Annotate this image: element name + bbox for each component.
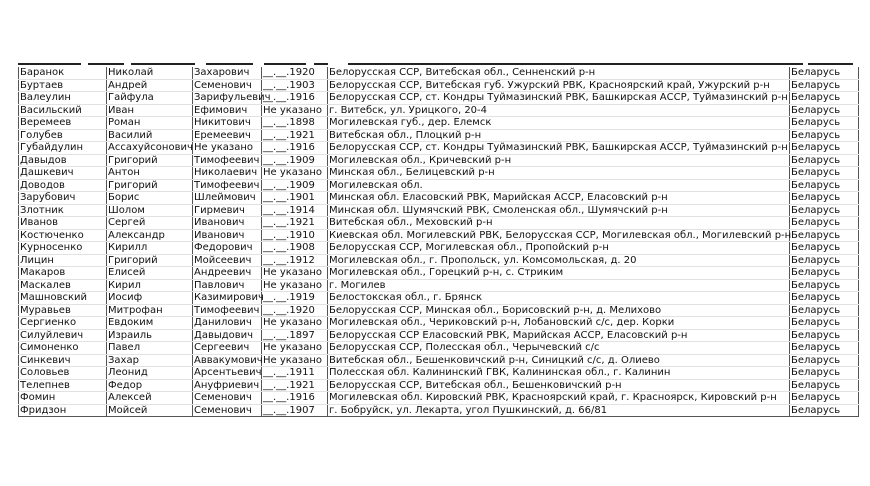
- surname-cell[interactable]: Губайдулин: [19, 142, 107, 155]
- country-cell[interactable]: Беларусь: [790, 354, 859, 367]
- birth-date-cell[interactable]: __.__.1912: [262, 254, 328, 267]
- country-cell[interactable]: Беларусь: [790, 392, 859, 405]
- records-table: [18, 67, 859, 417]
- birthplace-cell[interactable]: Полесская обл. Калининский ГВК, Калининская обл., г. Калинин: [328, 367, 790, 380]
- patronymic-cell[interactable]: Тимофеевич: [193, 304, 262, 317]
- table-row: [19, 254, 859, 267]
- birthplace-cell[interactable]: Могилевская обл., Горецкий р-н, с. Стриким: [328, 267, 790, 280]
- table-row: [19, 329, 859, 342]
- name-cell[interactable]: Александр: [107, 229, 193, 242]
- surname-cell[interactable]: Муравьев: [19, 304, 107, 317]
- birthplace-cell[interactable]: Минская обл. Шумячский РВК, Смоленская обл., Шумячский р-н: [328, 204, 790, 217]
- birthplace-cell[interactable]: Могилевская обл., Кричевский р-н: [328, 154, 790, 167]
- table-row: [19, 404, 859, 417]
- patronymic-cell[interactable]: Давыдович: [193, 329, 262, 342]
- country-cell[interactable]: Беларусь: [790, 367, 859, 380]
- surname-cell[interactable]: Соловьев: [19, 367, 107, 380]
- birth-date-cell[interactable]: Не указано: [262, 317, 328, 330]
- country-cell[interactable]: Беларусь: [790, 292, 859, 305]
- name-cell[interactable]: Кирилл: [107, 242, 193, 255]
- name-cell[interactable]: Григорий: [107, 254, 193, 267]
- patronymic-cell[interactable]: Семенович: [193, 79, 262, 92]
- table-row: [19, 242, 859, 255]
- birthplace-cell[interactable]: Витебская обл., Бешенковичский р-н, Синицкий с/с, д. Олиево: [328, 354, 790, 367]
- country-cell[interactable]: Беларусь: [790, 342, 859, 355]
- country-cell[interactable]: Беларусь: [790, 267, 859, 280]
- surname-cell[interactable]: Дашкевич: [19, 167, 107, 180]
- surname-cell[interactable]: Буртаев: [19, 79, 107, 92]
- table-row: [19, 129, 859, 142]
- birth-date-cell[interactable]: __.__.1916: [262, 392, 328, 405]
- birthplace-cell[interactable]: Витебская обл., Меховский р-н: [328, 217, 790, 230]
- table-row: [19, 167, 859, 180]
- name-cell[interactable]: Кирил: [107, 279, 193, 292]
- birth-date-cell[interactable]: __.__.1909: [262, 179, 328, 192]
- country-cell[interactable]: Беларусь: [790, 329, 859, 342]
- country-cell[interactable]: Беларусь: [790, 142, 859, 155]
- birthplace-cell[interactable]: Могилевская обл. Кировский РВК, Красноярский край, г. Красноярск, Кировский р-н: [328, 392, 790, 405]
- birth-date-cell[interactable]: Не указано: [262, 104, 328, 117]
- table-row: [19, 79, 859, 92]
- birth-date-cell[interactable]: __.__.1908: [262, 242, 328, 255]
- table-row: [19, 217, 859, 230]
- surname-cell[interactable]: Лицин: [19, 254, 107, 267]
- name-cell[interactable]: Митрофан: [107, 304, 193, 317]
- patronymic-cell[interactable]: Казимирович: [194, 292, 264, 303]
- table-row: [19, 317, 859, 330]
- patronymic-cell[interactable]: Никитович: [193, 117, 262, 130]
- surname-cell[interactable]: Злотник: [19, 204, 107, 217]
- birthplace-cell[interactable]: г. Бобруйск, ул. Лекарта, угол Пушкинский, д. 66/81: [328, 404, 790, 417]
- birthplace-cell[interactable]: Белорусская ССР, Полесская обл., Черычевский с/с: [328, 342, 790, 355]
- name-cell[interactable]: Николай: [107, 67, 193, 79]
- birth-date-cell[interactable]: Не указано: [262, 279, 328, 292]
- patronymic-cell[interactable]: Павлович: [193, 279, 262, 292]
- country-cell[interactable]: Беларусь: [790, 217, 859, 230]
- birth-date-cell[interactable]: __.__.1921: [262, 217, 328, 230]
- country-cell[interactable]: Беларусь: [790, 304, 859, 317]
- patronymic-cell[interactable]: Мойсеевич: [193, 254, 262, 267]
- birthplace-cell[interactable]: Минская обл. Еласовский РВК, Марийская АССР, Еласовский р-н: [328, 192, 790, 205]
- country-cell[interactable]: Беларусь: [790, 204, 859, 217]
- table-row: [19, 179, 859, 192]
- name-cell[interactable]: Шолом: [107, 204, 193, 217]
- birthplace-cell[interactable]: г. Могилев: [328, 279, 790, 292]
- surname-cell[interactable]: Силуйлевич: [19, 329, 107, 342]
- surname-cell[interactable]: Маскалев: [19, 279, 107, 292]
- country-cell[interactable]: Беларусь: [790, 229, 859, 242]
- birth-date-cell[interactable]: Не указано: [262, 267, 328, 280]
- patronymic-cell[interactable]: Тимофеевич: [193, 154, 262, 167]
- patronymic-cell[interactable]: Арсентьевич: [194, 367, 262, 378]
- surname-cell[interactable]: Голубев: [19, 129, 107, 142]
- birth-date-cell[interactable]: __.__.1897: [262, 329, 328, 342]
- name-cell[interactable]: Алексей: [107, 392, 193, 405]
- name-cell[interactable]: Леонид: [107, 367, 193, 380]
- surname-cell[interactable]: Доводов: [19, 179, 107, 192]
- name-cell[interactable]: Павел: [107, 342, 193, 355]
- birthplace-cell[interactable]: Белорусская ССР, ст. Кондры Туймазинский РВК, Башкирская АССР, Туймазинский р-н: [329, 142, 788, 153]
- patronymic-cell[interactable]: Не указано: [193, 142, 262, 155]
- patronymic-cell[interactable]: Андреевич: [193, 267, 262, 280]
- birthplace-cell[interactable]: Белорусская ССР, Могилевская обл., Пропойский р-н: [328, 242, 790, 255]
- birth-date-cell[interactable]: __.__.1909: [262, 154, 328, 167]
- surname-cell[interactable]: Фридзон: [19, 404, 107, 417]
- country-cell[interactable]: Беларусь: [790, 104, 859, 117]
- birth-date-cell[interactable]: Не указано: [262, 167, 328, 180]
- table-row: [19, 154, 859, 167]
- table-row: [19, 379, 859, 392]
- patronymic-cell[interactable]: Федорович: [193, 242, 262, 255]
- birth-date-cell[interactable]: __.__.1920: [262, 304, 328, 317]
- name-cell[interactable]: Федор: [107, 379, 193, 392]
- table-row: [19, 229, 859, 242]
- surname-cell[interactable]: Курносенко: [19, 242, 107, 255]
- patronymic-cell[interactable]: Сергеевич: [193, 342, 262, 355]
- name-cell[interactable]: Сергей: [107, 217, 193, 230]
- birth-date-cell[interactable]: __.__.1901: [262, 192, 328, 205]
- name-cell[interactable]: Андрей: [107, 79, 193, 92]
- country-cell[interactable]: Беларусь: [790, 79, 859, 92]
- country-cell[interactable]: Беларусь: [790, 254, 859, 267]
- table-row: [19, 304, 859, 317]
- patronymic-cell[interactable]: Аввакумович: [194, 354, 263, 366]
- name-cell[interactable]: Иосиф: [107, 292, 193, 305]
- birthplace-cell[interactable]: Белорусская ССР, ст. Кондры Туймазинский РВК, Башкирская АССР, Туймазинский р-н: [329, 92, 788, 103]
- name-cell[interactable]: Гайфула: [107, 92, 193, 105]
- country-cell[interactable]: Беларусь: [790, 242, 859, 255]
- patronymic-cell[interactable]: Гирмевич: [193, 204, 262, 217]
- name-cell[interactable]: Мойсей: [107, 404, 193, 417]
- surname-cell[interactable]: Веремеев: [19, 117, 107, 130]
- birthplace-cell[interactable]: Могилевская губ., дер. Елемск: [328, 117, 790, 130]
- birth-date-cell[interactable]: __.__.1907: [262, 404, 328, 417]
- surname-cell[interactable]: Макаров: [19, 267, 107, 280]
- patronymic-cell[interactable]: Ефимович: [193, 104, 262, 117]
- table-row: [19, 279, 859, 292]
- birthplace-cell[interactable]: Белорусская ССР, Витебская обл., Сенненский р-н: [328, 67, 790, 79]
- birthplace-cell[interactable]: Могилевская обл.: [328, 179, 790, 192]
- birth-date-cell[interactable]: __.__.1911: [262, 367, 328, 380]
- patronymic-cell[interactable]: Иванович: [193, 217, 262, 230]
- birth-date-cell[interactable]: __.__.1919: [262, 292, 328, 305]
- birth-date-cell[interactable]: Не указано: [262, 354, 328, 367]
- table-row: [19, 192, 859, 205]
- name-cell[interactable]: Иван: [107, 104, 193, 117]
- birthplace-cell[interactable]: Белорусская ССР, Витебская обл., Бешенковичский р-н: [328, 379, 790, 392]
- birth-date-cell[interactable]: Не указано: [262, 342, 328, 355]
- table-row: [19, 367, 859, 380]
- patronymic-cell[interactable]: Семенович: [193, 392, 262, 405]
- table-row: [19, 92, 859, 105]
- birthplace-cell[interactable]: Могилевская обл., Чериковский р-н, Лобановский с/с, дер. Корки: [328, 317, 790, 330]
- patronymic-cell[interactable]: Захарович: [193, 67, 262, 79]
- patronymic-cell[interactable]: Еремеевич: [193, 129, 262, 142]
- table-row: [19, 204, 859, 217]
- surname-cell[interactable]: Иванов: [19, 217, 107, 230]
- name-cell[interactable]: Елисей: [107, 267, 193, 280]
- name-cell[interactable]: Израиль: [107, 329, 193, 342]
- birthplace-cell[interactable]: Белорусская ССР, Минская обл., Борисовский р-н, д. Мелихово: [328, 304, 790, 317]
- surname-cell[interactable]: Давыдов: [19, 154, 107, 167]
- country-cell[interactable]: Беларусь: [790, 167, 859, 180]
- surname-cell[interactable]: Машновский: [19, 292, 107, 305]
- name-cell[interactable]: Захар: [107, 354, 193, 367]
- surname-cell[interactable]: Сергиенко: [19, 317, 107, 330]
- country-cell[interactable]: Беларусь: [790, 279, 859, 292]
- birthplace-cell[interactable]: Белорусская ССР, Витебская губ. Ужурский РВК, Красноярский край, Ужурский р-н: [328, 79, 790, 92]
- country-cell[interactable]: Беларусь: [790, 379, 859, 392]
- patronymic-cell[interactable]: Семенович: [193, 404, 262, 417]
- surname-cell[interactable]: Телепнев: [19, 379, 107, 392]
- table-row: [19, 342, 859, 355]
- table-row: [19, 392, 859, 405]
- surname-cell[interactable]: Симоненко: [19, 342, 107, 355]
- birth-date-cell[interactable]: __.__.1916: [262, 142, 328, 155]
- surname-cell[interactable]: Васильский: [19, 104, 107, 117]
- country-cell[interactable]: Беларусь: [790, 67, 859, 79]
- table-row: [19, 142, 859, 155]
- name-cell[interactable]: Борис: [107, 192, 193, 205]
- country-cell[interactable]: Беларусь: [790, 154, 859, 167]
- patronymic-cell[interactable]: Иванович: [193, 229, 262, 242]
- surname-cell[interactable]: Валеулин: [19, 92, 107, 105]
- birthplace-cell[interactable]: Могилевская обл., г. Пропольск, ул. Комсомольская, д. 20: [328, 254, 790, 267]
- surname-cell[interactable]: Костюченко: [19, 229, 107, 242]
- birth-date-cell[interactable]: __.__.1910: [262, 229, 328, 242]
- patronymic-cell[interactable]: Ануфриевич: [193, 379, 262, 392]
- country-cell[interactable]: Беларусь: [790, 192, 859, 205]
- table-row: [19, 67, 859, 79]
- name-cell[interactable]: Василий: [107, 129, 193, 142]
- birthplace-cell[interactable]: Белорусская ССР Еласовский РВК, Марийская АССР, Еласовский р-н: [328, 329, 790, 342]
- country-cell[interactable]: Беларусь: [790, 129, 859, 142]
- country-cell[interactable]: Беларусь: [790, 404, 859, 417]
- name-cell[interactable]: Григорий: [107, 154, 193, 167]
- table-row: [19, 354, 859, 367]
- name-cell[interactable]: Евдоким: [107, 317, 193, 330]
- name-cell[interactable]: Ассахуйсонович: [108, 142, 193, 153]
- table-row: [19, 104, 859, 117]
- table-row: [19, 267, 859, 280]
- birthplace-cell[interactable]: Белостокская обл., г. Брянск: [328, 292, 790, 305]
- birth-date-cell[interactable]: __.__.1921: [262, 129, 328, 142]
- surname-cell[interactable]: Синкевич: [19, 354, 107, 367]
- name-cell[interactable]: Роман: [107, 117, 193, 130]
- country-cell[interactable]: Беларусь: [790, 92, 859, 105]
- birth-date-cell[interactable]: __.__.1920: [262, 67, 328, 79]
- birth-date-cell[interactable]: __.__.1916: [262, 92, 328, 105]
- birthplace-cell[interactable]: Киевская обл. Могилевский РВК, Белорусская ССР, Могилевская обл., Могилевский р-н: [329, 229, 792, 241]
- birth-date-cell[interactable]: __.__.1921: [262, 379, 328, 392]
- surname-cell[interactable]: Зарубович: [19, 192, 107, 205]
- table-row: [19, 117, 859, 130]
- birthplace-cell[interactable]: Витебская обл., Плоцкий р-н: [328, 129, 790, 142]
- birth-date-cell[interactable]: __.__.1898: [262, 117, 328, 130]
- birthplace-cell[interactable]: г. Витебск, ул. Урицкого, 20-4: [328, 104, 790, 117]
- table-row: [19, 292, 859, 305]
- patronymic-cell[interactable]: Зарифульевич: [194, 92, 271, 103]
- birth-date-cell[interactable]: __.__.1903: [262, 79, 328, 92]
- surname-cell[interactable]: Баранок: [19, 67, 107, 79]
- birthplace-cell[interactable]: Минская обл., Белицевский р-н: [328, 167, 790, 180]
- country-cell[interactable]: Беларусь: [790, 117, 859, 130]
- name-cell[interactable]: Антон: [107, 167, 193, 180]
- patronymic-cell[interactable]: Николаевич: [193, 167, 262, 180]
- country-cell[interactable]: Беларусь: [790, 179, 859, 192]
- birth-date-cell[interactable]: __.__.1914: [262, 204, 328, 217]
- country-cell[interactable]: Беларусь: [790, 317, 859, 330]
- name-cell[interactable]: Григорий: [107, 179, 193, 192]
- surname-cell[interactable]: Фомин: [19, 392, 107, 405]
- patronymic-cell[interactable]: Шлеймович: [193, 192, 262, 205]
- patronymic-cell[interactable]: Тимофеевич: [193, 179, 262, 192]
- patronymic-cell[interactable]: Данилович: [193, 317, 262, 330]
